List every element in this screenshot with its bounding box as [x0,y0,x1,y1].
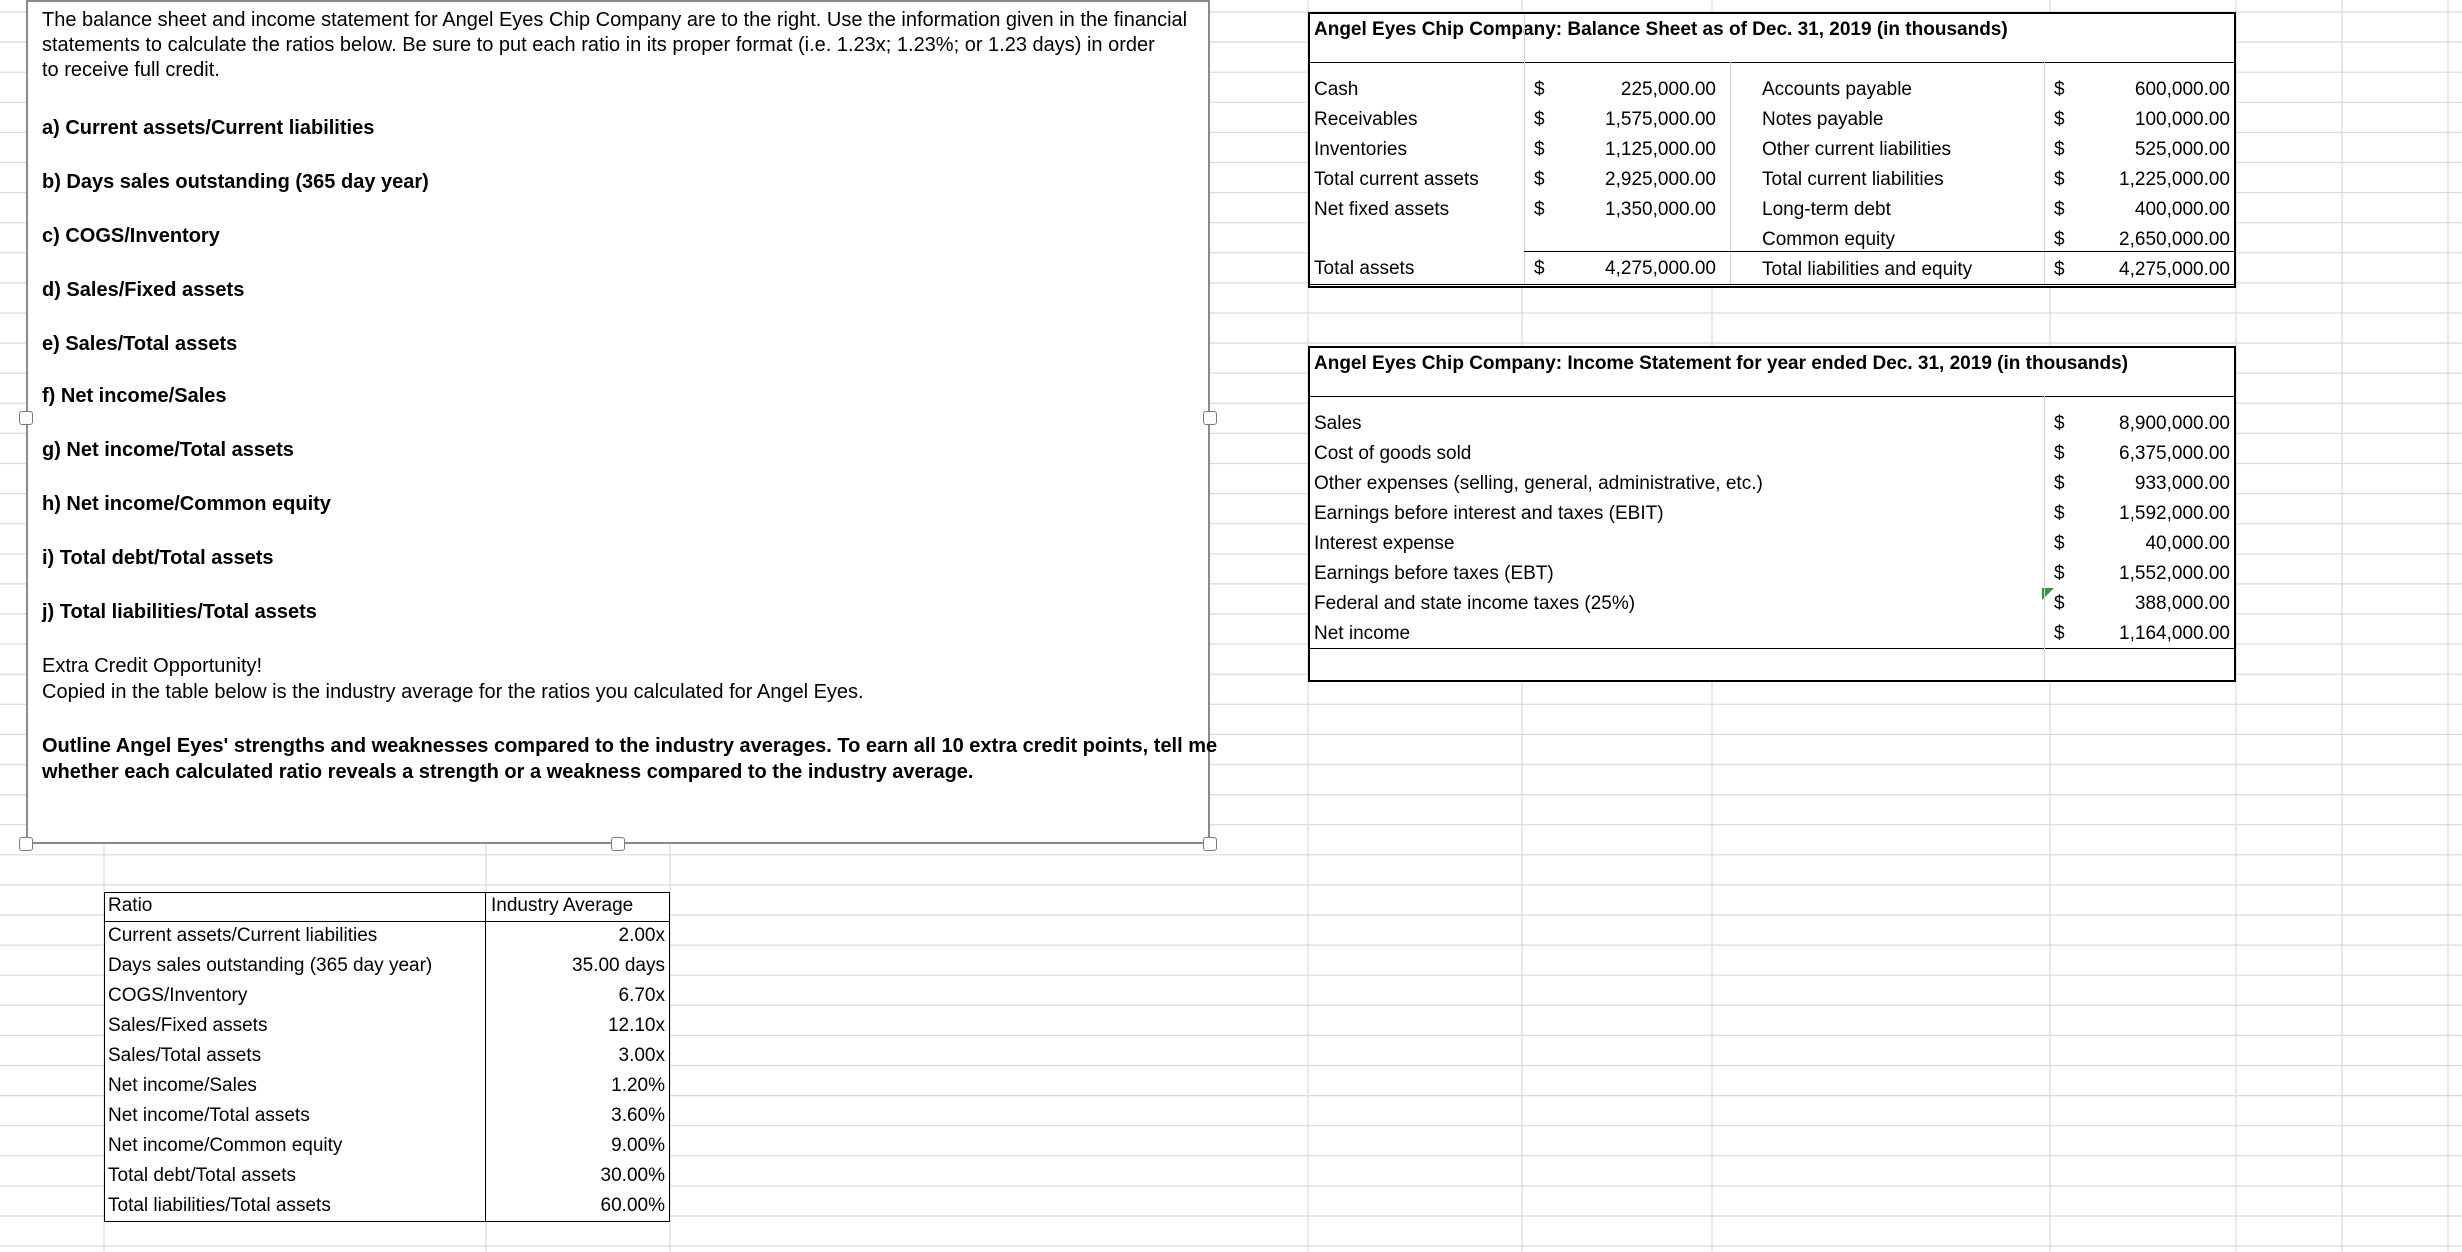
liability-value[interactable]: 2,650,000.00 [2119,229,2230,250]
asset-currency[interactable]: $ [1534,199,1545,220]
industry-ratio-value[interactable]: 1.20% [611,1075,665,1096]
liability-label[interactable]: Long-term debt [1762,199,1891,220]
industry-ratio-name[interactable]: Total liabilities/Total assets [108,1195,331,1216]
asset-currency[interactable]: $ [1534,169,1545,190]
liability-label[interactable]: Total current liabilities [1762,169,1944,190]
asset-label[interactable]: Net fixed assets [1314,199,1450,220]
intro-line-3: to receive full credit. [42,59,220,81]
income-label[interactable]: Cost of goods sold [1314,443,1472,464]
income-currency[interactable]: $ [2054,443,2065,464]
industry-ratio-value[interactable]: 9.00% [611,1135,665,1156]
industry-ratio-value[interactable]: 3.00x [618,1045,665,1066]
question-c: c) COGS/Inventory [42,225,220,247]
column-divider [485,893,486,1221]
liability-label[interactable]: Notes payable [1762,109,1884,130]
question-g: g) Net income/Total assets [42,439,294,461]
question-i: i) Total debt/Total assets [42,547,274,569]
asset-value[interactable]: 1,575,000.00 [1605,109,1716,130]
income-value[interactable]: 8,900,000.00 [2119,413,2230,434]
intro-line-1: The balance sheet and income statement for Angel Eyes Chip Company are to the right. Use the information given in the financial [42,9,1188,31]
column-divider [2044,62,2045,286]
liability-value[interactable]: 400,000.00 [2134,199,2230,220]
question-h: h) Net income/Common equity [42,493,331,515]
asset-currency[interactable]: $ [1534,139,1545,160]
industry-ratio-value[interactable]: 30.00% [600,1165,665,1186]
resize-handle-left[interactable] [19,411,33,425]
liability-currency[interactable]: $ [2054,79,2065,100]
asset-value[interactable]: 225,000.00 [1620,79,1716,100]
liability-value[interactable]: 600,000.00 [2134,79,2230,100]
column-divider [1524,14,1525,286]
asset-label[interactable]: Cash [1314,79,1359,100]
income-statement [1308,346,2236,682]
intro-line-2: statements to calculate the ratios below. Be sure to put each ratio in its proper format (i.e. 1.23x; 1.23%; or 1.23 days) in order [42,34,1155,56]
income-value[interactable]: 933,000.00 [2134,473,2230,494]
liability-value[interactable]: 525,000.00 [2134,139,2230,160]
question-e: e) Sales/Total assets [42,333,238,355]
total-assets-value[interactable]: 4,275,000.00 [1605,258,1716,279]
income-currency[interactable]: $ [2054,533,2065,554]
liability-label[interactable]: Other current liabilities [1762,139,1952,160]
industry-ratio-value[interactable]: 12.10x [607,1015,665,1036]
outline-line-1: Outline Angel Eyes' strengths and weaknesses compared to the industry averages. To earn all 10 extra credit points, tell me [42,735,1218,757]
question-d: d) Sales/Fixed assets [42,279,245,301]
total-assets-label[interactable]: Total assets [1314,258,1415,279]
income-value[interactable]: 6,375,000.00 [2119,443,2230,464]
column-divider [2044,396,2045,680]
header-industry-average[interactable]: Industry Average [491,895,634,916]
income-label[interactable]: Other expenses (selling, general, administrative, etc.) [1314,473,1763,494]
industry-ratio-name[interactable]: Days sales outstanding (365 day year) [108,955,433,976]
industry-ratio-name[interactable]: Net income/Sales [108,1075,257,1096]
title-underline [1310,62,2234,63]
income-label[interactable]: Earnings before interest and taxes (EBIT) [1314,503,1664,524]
income-label[interactable]: Earnings before taxes (EBT) [1314,563,1554,584]
liability-label[interactable]: Total liabilities and equity [1762,259,1973,280]
net-income-underline [1310,648,2234,649]
income-value[interactable]: 40,000.00 [2145,533,2230,554]
balance-sheet-title: Angel Eyes Chip Company: Balance Sheet as of Dec. 31, 2019 (in thousands) [1314,19,2008,40]
industry-ratio-name[interactable]: Total debt/Total assets [108,1165,296,1186]
asset-value[interactable]: 2,925,000.00 [1605,169,1716,190]
balance-sheet [1308,12,2236,288]
liability-label[interactable]: Common equity [1762,229,1896,250]
asset-value[interactable]: 1,350,000.00 [1605,199,1716,220]
industry-ratio-value[interactable]: 6.70x [618,985,665,1006]
industry-ratio-name[interactable]: Net income/Common equity [108,1135,343,1156]
industry-ratio-name[interactable]: Net income/Total assets [108,1105,310,1126]
industry-ratio-name[interactable]: Sales/Fixed assets [108,1015,268,1036]
industry-ratio-value[interactable]: 60.00% [600,1195,665,1216]
income-currency[interactable]: $ [2054,473,2065,494]
totals-overline [1524,251,2234,252]
income-currency[interactable]: $ [2054,413,2065,434]
industry-ratio-value[interactable]: 3.60% [611,1105,665,1126]
income-label[interactable]: Federal and state income taxes (25%) [1314,593,1636,614]
asset-currency[interactable]: $ [1534,109,1545,130]
income-statement-title: Angel Eyes Chip Company: Income Statement for year ended Dec. 31, 2019 (in thousands) [1314,353,2129,374]
liability-currency[interactable]: $ [2054,109,2065,130]
income-value[interactable]: 388,000.00 [2134,593,2230,614]
industry-ratio-name[interactable]: Sales/Total assets [108,1045,262,1066]
asset-value[interactable]: 1,125,000.00 [1605,139,1716,160]
liability-label[interactable]: Accounts payable [1762,79,1912,100]
asset-currency[interactable]: $ [1534,79,1545,100]
column-divider [1730,62,1731,286]
income-value[interactable]: 1,552,000.00 [2119,563,2230,584]
liability-value[interactable]: 1,225,000.00 [2119,169,2230,190]
resize-handle-bottom-left[interactable] [19,837,33,851]
resize-handle-right[interactable] [1203,411,1217,425]
liability-currency[interactable]: $ [2054,169,2065,190]
income-currency[interactable]: $ [2054,563,2065,584]
question-a: a) Current assets/Current liabilities [42,117,375,139]
question-j: j) Total liabilities/Total assets [42,601,317,623]
income-label[interactable]: Interest expense [1314,533,1455,554]
income-value[interactable]: 1,592,000.00 [2119,503,2230,524]
total-assets-currency[interactable]: $ [1534,258,1545,279]
industry-ratio-name[interactable]: Current assets/Current liabilities [108,925,378,946]
liability-value[interactable]: 100,000.00 [2134,109,2230,130]
income-value[interactable]: 1,164,000.00 [2119,623,2230,644]
industry-ratio-value[interactable]: 35.00 days [572,955,665,976]
header-ratio[interactable]: Ratio [108,895,153,916]
question-b: b) Days sales outstanding (365 day year) [42,171,429,193]
resize-handle-bottom[interactable] [611,837,625,851]
liability-currency[interactable]: $ [2054,229,2065,250]
question-f: f) Net income/Sales [42,385,227,407]
extra-credit-title: Extra Credit Opportunity! [42,655,263,677]
liability-currency[interactable]: $ [2054,199,2065,220]
industry-average-table [104,892,670,1222]
outline-line-2: whether each calculated ratio reveals a strength or a weakness compared to the industry average. [42,761,974,783]
instructions-textbox[interactable] [26,0,1218,844]
asset-label[interactable]: Total current assets [1314,169,1479,190]
extra-credit-text: Copied in the table below is the industry average for the ratios you calculated for Angel Eyes. [42,681,864,703]
income-label[interactable]: Sales [1314,413,1362,434]
totals-underline [1310,284,2234,285]
liability-currency[interactable]: $ [2054,259,2065,280]
income-currency[interactable]: $ [2054,623,2065,644]
liability-value[interactable]: 4,275,000.00 [2119,259,2230,280]
title-underline [1310,396,2234,397]
income-label[interactable]: Net income [1314,623,1411,644]
liability-currency[interactable]: $ [2054,139,2065,160]
asset-label[interactable]: Receivables [1314,109,1418,130]
resize-handle-bottom-right[interactable] [1203,837,1217,851]
industry-ratio-name[interactable]: COGS/Inventory [108,985,248,1006]
income-currency[interactable]: $ [2054,503,2065,524]
industry-ratio-value[interactable]: 2.00x [618,925,665,946]
asset-label[interactable]: Inventories [1314,139,1407,160]
income-currency[interactable]: $ [2054,593,2065,614]
